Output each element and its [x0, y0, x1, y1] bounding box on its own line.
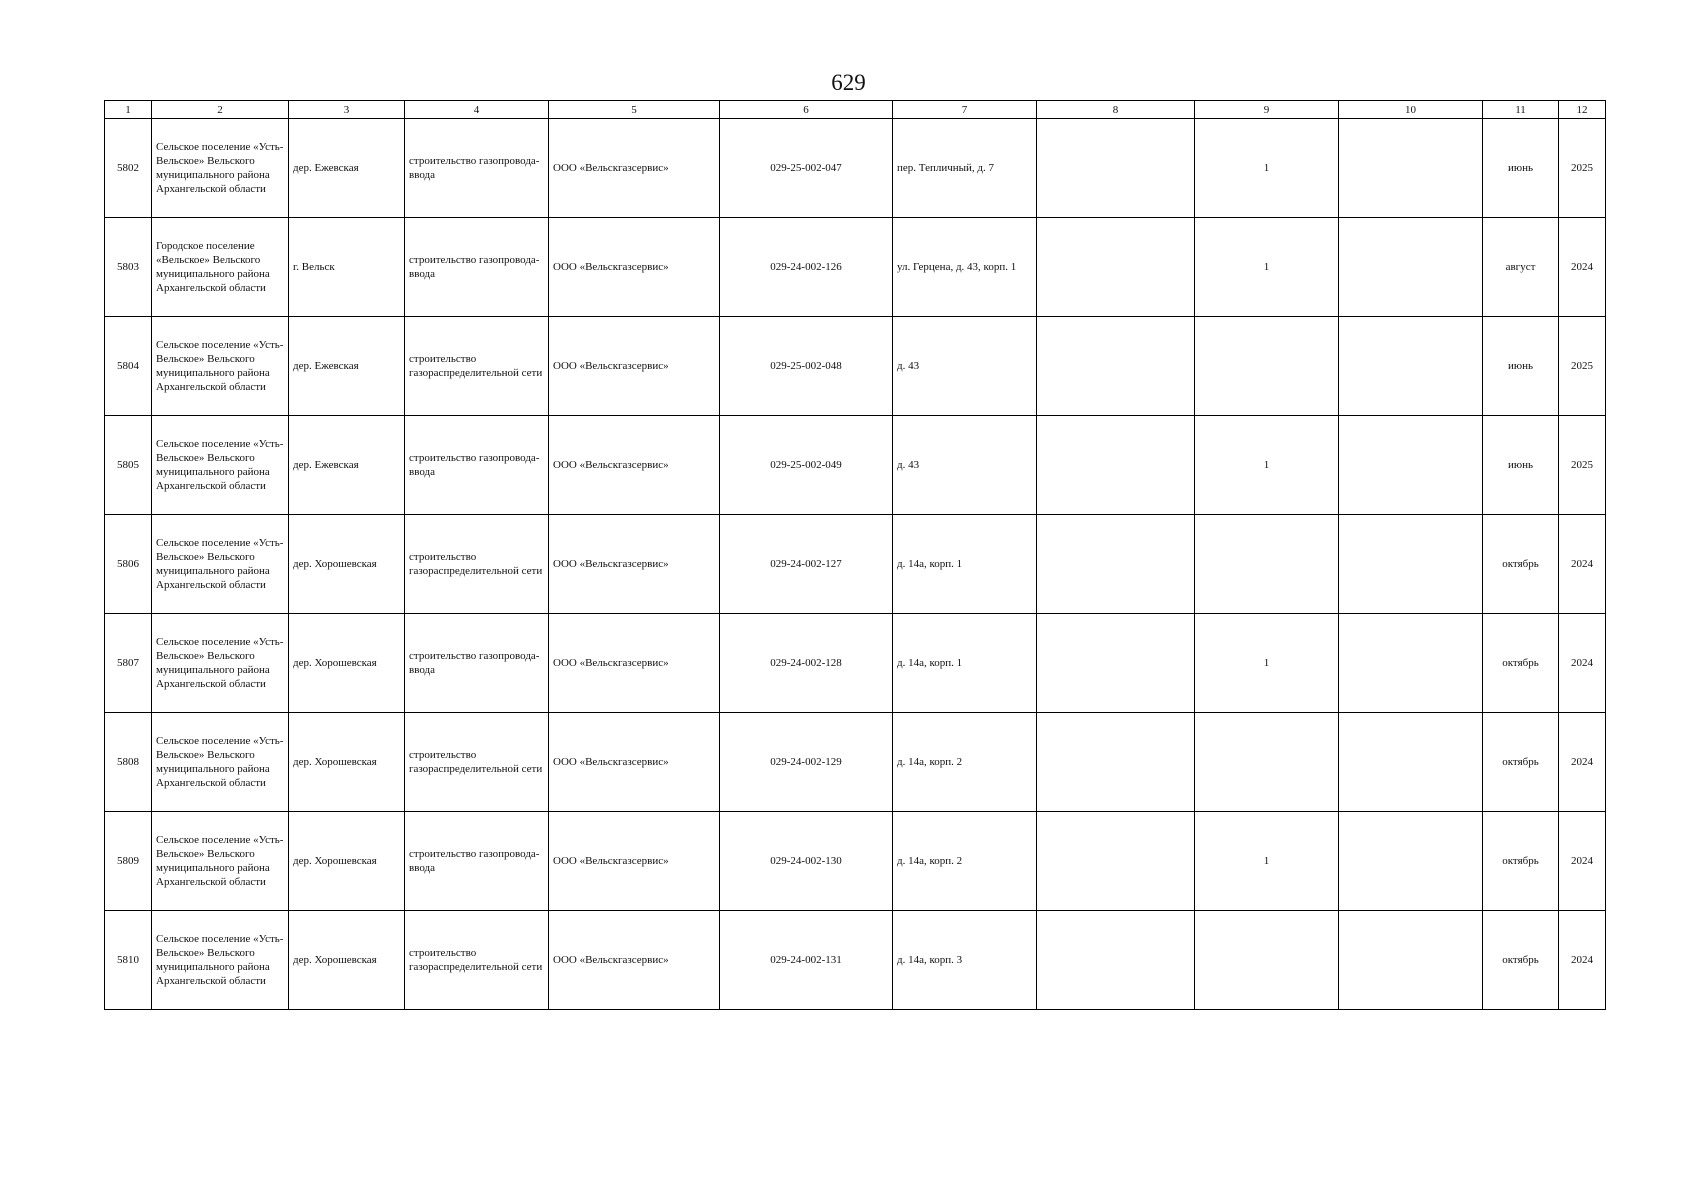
- municipality-cell: Сельское поселение «Усть-Вельское» Вельского муниципального района Архангельской области: [152, 911, 289, 1010]
- municipality-cell: Сельское поселение «Усть-Вельское» Вельского муниципального района Архангельской области: [152, 515, 289, 614]
- year-cell: 2024: [1559, 614, 1606, 713]
- locality-cell: дер. Хорошевская: [289, 515, 405, 614]
- quantity-cell: 1: [1195, 218, 1339, 317]
- column-header: 5: [549, 101, 720, 119]
- month-cell: октябрь: [1483, 713, 1559, 812]
- organization-cell: ООО «Вельскгазсервис»: [549, 515, 720, 614]
- locality-cell: дер. Ежевская: [289, 317, 405, 416]
- object-code-cell: 029-24-002-131: [720, 911, 893, 1010]
- month-cell: октябрь: [1483, 614, 1559, 713]
- work-type-cell: строительство газопровода-ввода: [405, 218, 549, 317]
- quantity-cell: [1195, 515, 1339, 614]
- page-number: 629: [831, 70, 866, 95]
- row-number-cell: 5808: [105, 713, 152, 812]
- column-8-cell: [1037, 515, 1195, 614]
- table-row: [105, 416, 1606, 515]
- municipality-cell: Сельское поселение «Усть-Вельское» Вельского муниципального района Архангельской области: [152, 812, 289, 911]
- row-number-cell: 5804: [105, 317, 152, 416]
- work-type-cell: строительство газораспределительной сети: [405, 911, 549, 1010]
- municipality-cell: Сельское поселение «Усть-Вельское» Вельского муниципального района Архангельской области: [152, 713, 289, 812]
- column-header: 1: [105, 101, 152, 119]
- organization-cell: ООО «Вельскгазсервис»: [549, 614, 720, 713]
- municipality-cell: Сельское поселение «Усть-Вельское» Вельского муниципального района Архангельской области: [152, 416, 289, 515]
- municipality-cell: Городское поселение «Вельское» Вельского муниципального района Архангельской области: [152, 218, 289, 317]
- address-cell: пер. Тепличный, д. 7: [893, 119, 1037, 218]
- work-type-cell: строительство газопровода-ввода: [405, 614, 549, 713]
- object-code-cell: 029-25-002-048: [720, 317, 893, 416]
- address-cell: д. 43: [893, 416, 1037, 515]
- column-10-cell: [1339, 119, 1483, 218]
- row-number-cell: 5805: [105, 416, 152, 515]
- month-cell: июнь: [1483, 317, 1559, 416]
- address-cell: ул. Герцена, д. 43, корп. 1: [893, 218, 1037, 317]
- column-header: 8: [1037, 101, 1195, 119]
- work-type-cell: строительство газораспределительной сети: [405, 317, 549, 416]
- column-8-cell: [1037, 317, 1195, 416]
- year-cell: 2024: [1559, 218, 1606, 317]
- row-number-cell: 5809: [105, 812, 152, 911]
- object-code-cell: 029-24-002-126: [720, 218, 893, 317]
- address-cell: д. 14а, корп. 1: [893, 515, 1037, 614]
- year-cell: 2025: [1559, 317, 1606, 416]
- table-row: [105, 317, 1606, 416]
- row-number-cell: 5807: [105, 614, 152, 713]
- object-code-cell: 029-24-002-130: [720, 812, 893, 911]
- year-cell: 2025: [1559, 119, 1606, 218]
- table-row: [105, 515, 1606, 614]
- work-type-cell: строительство газораспределительной сети: [405, 713, 549, 812]
- column-8-cell: [1037, 614, 1195, 713]
- row-number-cell: 5803: [105, 218, 152, 317]
- organization-cell: ООО «Вельскгазсервис»: [549, 812, 720, 911]
- column-10-cell: [1339, 812, 1483, 911]
- address-cell: д. 43: [893, 317, 1037, 416]
- quantity-cell: [1195, 713, 1339, 812]
- locality-cell: дер. Ежевская: [289, 119, 405, 218]
- table-row: [105, 911, 1606, 1010]
- column-header: 2: [152, 101, 289, 119]
- column-header: 6: [720, 101, 893, 119]
- column-header: 4: [405, 101, 549, 119]
- year-cell: 2024: [1559, 911, 1606, 1010]
- month-cell: октябрь: [1483, 911, 1559, 1010]
- header-row: [105, 101, 1606, 119]
- register-table: [104, 100, 1606, 1010]
- row-number-cell: 5806: [105, 515, 152, 614]
- month-cell: октябрь: [1483, 812, 1559, 911]
- year-cell: 2024: [1559, 812, 1606, 911]
- work-type-cell: строительство газопровода-ввода: [405, 812, 549, 911]
- locality-cell: дер. Ежевская: [289, 416, 405, 515]
- column-8-cell: [1037, 812, 1195, 911]
- month-cell: октябрь: [1483, 515, 1559, 614]
- work-type-cell: строительство газопровода-ввода: [405, 416, 549, 515]
- organization-cell: ООО «Вельскгазсервис»: [549, 119, 720, 218]
- column-10-cell: [1339, 218, 1483, 317]
- address-cell: д. 14а, корп. 2: [893, 713, 1037, 812]
- column-header: 7: [893, 101, 1037, 119]
- object-code-cell: 029-25-002-047: [720, 119, 893, 218]
- work-type-cell: строительство газопровода-ввода: [405, 119, 549, 218]
- month-cell: август: [1483, 218, 1559, 317]
- column-8-cell: [1037, 416, 1195, 515]
- table-row: [105, 812, 1606, 911]
- address-cell: д. 14а, корп. 3: [893, 911, 1037, 1010]
- locality-cell: дер. Хорошевская: [289, 713, 405, 812]
- column-header: 3: [289, 101, 405, 119]
- municipality-cell: Сельское поселение «Усть-Вельское» Вельского муниципального района Архангельской области: [152, 317, 289, 416]
- municipality-cell: Сельское поселение «Усть-Вельское» Вельского муниципального района Архангельской области: [152, 119, 289, 218]
- locality-cell: дер. Хорошевская: [289, 614, 405, 713]
- locality-cell: г. Вельск: [289, 218, 405, 317]
- organization-cell: ООО «Вельскгазсервис»: [549, 911, 720, 1010]
- column-header: 10: [1339, 101, 1483, 119]
- quantity-cell: 1: [1195, 812, 1339, 911]
- quantity-cell: 1: [1195, 614, 1339, 713]
- object-code-cell: 029-25-002-049: [720, 416, 893, 515]
- column-10-cell: [1339, 317, 1483, 416]
- month-cell: июнь: [1483, 119, 1559, 218]
- object-code-cell: 029-24-002-128: [720, 614, 893, 713]
- work-type-cell: строительство газораспределительной сети: [405, 515, 549, 614]
- year-cell: 2024: [1559, 515, 1606, 614]
- table-row: [105, 218, 1606, 317]
- column-header: 9: [1195, 101, 1339, 119]
- locality-cell: дер. Хорошевская: [289, 911, 405, 1010]
- address-cell: д. 14а, корп. 1: [893, 614, 1037, 713]
- year-cell: 2025: [1559, 416, 1606, 515]
- column-8-cell: [1037, 119, 1195, 218]
- column-header: 11: [1483, 101, 1559, 119]
- organization-cell: ООО «Вельскгазсервис»: [549, 317, 720, 416]
- column-8-cell: [1037, 713, 1195, 812]
- organization-cell: ООО «Вельскгазсервис»: [549, 416, 720, 515]
- quantity-cell: [1195, 317, 1339, 416]
- column-8-cell: [1037, 218, 1195, 317]
- organization-cell: ООО «Вельскгазсервис»: [549, 218, 720, 317]
- column-10-cell: [1339, 416, 1483, 515]
- quantity-cell: 1: [1195, 416, 1339, 515]
- quantity-cell: [1195, 911, 1339, 1010]
- quantity-cell: 1: [1195, 119, 1339, 218]
- column-header: 12: [1559, 101, 1606, 119]
- locality-cell: дер. Хорошевская: [289, 812, 405, 911]
- table-row: [105, 713, 1606, 812]
- table-body: [105, 119, 1606, 1010]
- table-row: [105, 119, 1606, 218]
- row-number-cell: 5802: [105, 119, 152, 218]
- column-8-cell: [1037, 911, 1195, 1010]
- month-cell: июнь: [1483, 416, 1559, 515]
- year-cell: 2024: [1559, 713, 1606, 812]
- column-10-cell: [1339, 911, 1483, 1010]
- organization-cell: ООО «Вельскгазсервис»: [549, 713, 720, 812]
- address-cell: д. 14а, корп. 2: [893, 812, 1037, 911]
- table-row: [105, 614, 1606, 713]
- row-number-cell: 5810: [105, 911, 152, 1010]
- column-10-cell: [1339, 713, 1483, 812]
- column-10-cell: [1339, 515, 1483, 614]
- column-10-cell: [1339, 614, 1483, 713]
- object-code-cell: 029-24-002-129: [720, 713, 893, 812]
- object-code-cell: 029-24-002-127: [720, 515, 893, 614]
- municipality-cell: Сельское поселение «Усть-Вельское» Вельского муниципального района Архангельской области: [152, 614, 289, 713]
